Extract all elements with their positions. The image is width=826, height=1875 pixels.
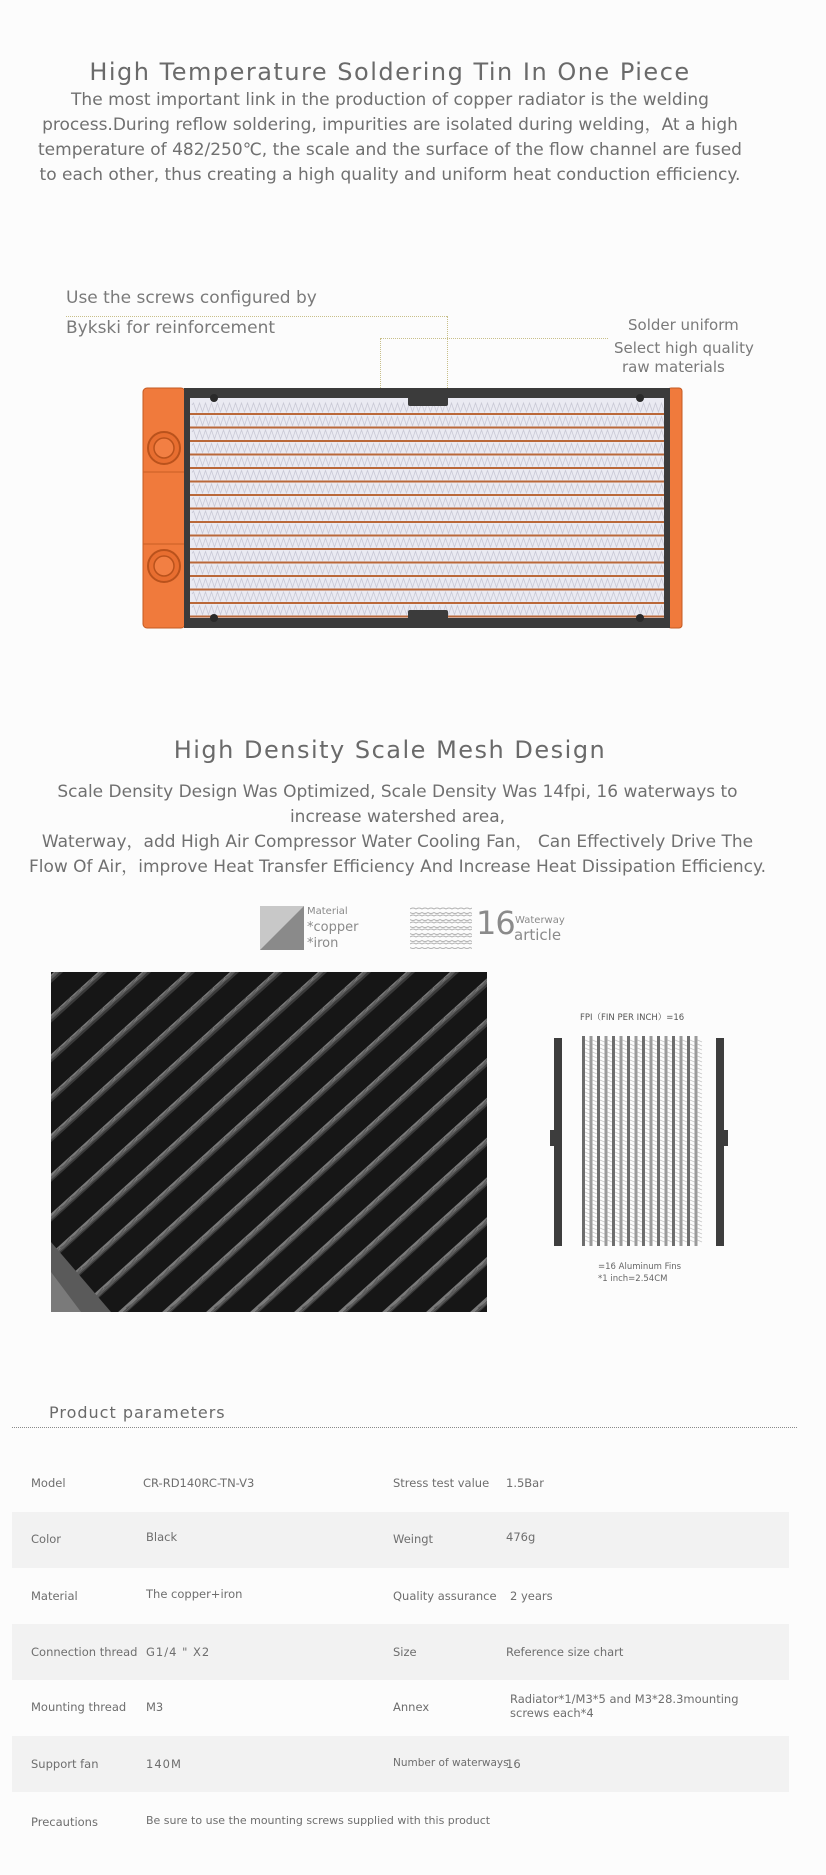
callout-quality-line2: raw materials	[622, 358, 725, 376]
callout-screws-leader	[66, 316, 447, 317]
description-line: The most important link in the production of copper radiator is the welding	[71, 90, 709, 110]
soldering-description	[20, 88, 760, 188]
water-tube	[190, 494, 666, 496]
parameter-label: Number of waterways	[393, 1757, 509, 1769]
mesh-description	[20, 780, 775, 880]
parameter-label: Stress test value	[393, 1476, 490, 1490]
parameter-row-model	[12, 1456, 789, 1512]
water-tube	[190, 454, 666, 456]
water-tube	[190, 508, 666, 510]
parameter-value: 140M	[146, 1757, 182, 1771]
material-copper: *copper	[307, 920, 359, 935]
waterway-wave-icon	[410, 906, 472, 952]
parameters-heading: Product parameters	[49, 1403, 226, 1422]
description-line: Scale Density Design Was Optimized, Scale Density Was 14fpi, 16 waterways to	[57, 782, 738, 802]
callout-solder: Solder uniform	[628, 316, 739, 334]
parameter-label: Material	[31, 1589, 78, 1603]
parameter-label: Annex	[393, 1700, 430, 1714]
section-title-soldering: High Temperature Soldering Tin In One Piece	[89, 58, 691, 86]
fin-note-count: =16 Aluminum Fins	[598, 1262, 682, 1272]
description-line: Flow Of Air，improve Heat Transfer Efficiency And Increase Heat Dissipation Efficiency.	[28, 857, 767, 877]
parameter-label: Support fan	[31, 1757, 99, 1771]
fpi-diagram	[548, 1030, 738, 1255]
radiator-illustration	[140, 380, 690, 640]
water-tube	[190, 440, 666, 442]
water-tube	[190, 467, 666, 469]
parameter-label: Mounting thread	[31, 1700, 127, 1714]
material-iron: *iron	[307, 936, 339, 951]
parameter-row-connection	[12, 1624, 789, 1680]
mounting-tab	[408, 610, 448, 620]
waterway-count: 16	[476, 904, 515, 942]
water-tube	[190, 521, 666, 523]
parameter-row-material	[12, 1568, 789, 1624]
parameter-label: Connection thread	[31, 1645, 138, 1659]
parameter-value: 1.5Bar	[506, 1476, 544, 1490]
parameter-value: Be sure to use the mounting screws supplied with this product	[146, 1814, 491, 1827]
parameter-value: 2 years	[510, 1589, 553, 1603]
material-swatch-icon	[260, 906, 304, 950]
parameter-value: Black	[146, 1530, 178, 1544]
parameter-value: The copper+iron	[146, 1587, 243, 1601]
section-title-mesh: High Density Scale Mesh Design	[173, 736, 607, 764]
water-tube	[190, 427, 666, 429]
parameter-label: Model	[31, 1476, 66, 1490]
callout-quality-leader	[380, 338, 608, 339]
radiator-end-tank	[143, 388, 185, 628]
description-line: process.During reflow soldering, impurities are isolated during welding，At a high	[42, 115, 738, 135]
parameter-value: CR-RD140RC-TN-V3	[143, 1476, 255, 1490]
fin-closeup-photo	[51, 972, 487, 1312]
parameter-label: Color	[31, 1532, 62, 1546]
callout-screws-line2: Bykski for reinforcement	[66, 318, 276, 338]
parameter-value: Reference size chart	[506, 1645, 624, 1659]
parameters-divider	[12, 1427, 797, 1428]
parameter-value: M3	[146, 1700, 164, 1714]
fin-note-inch: *1 inch=2.54CM	[598, 1274, 668, 1284]
parameter-row-color	[12, 1512, 789, 1568]
parameter-value: 16	[506, 1757, 521, 1771]
description-line: Waterway，add High Air Compressor Water Cooling Fan， Can Effectively Drive The	[41, 832, 754, 852]
parameter-label: Quality assurance	[393, 1589, 497, 1603]
material-label: Material	[307, 906, 348, 917]
waterway-label: Waterway	[515, 915, 565, 926]
inlet-port-icon	[148, 432, 180, 464]
callout-quality-line1: Select high quality	[614, 339, 754, 357]
parameter-value: Radiator*1/M3*5 and M3*28.3mounting screws each*4	[510, 1692, 739, 1720]
callout-screws-line1: Use the screws configured by	[66, 288, 317, 308]
parameter-row-mounting	[12, 1680, 789, 1736]
water-tube	[190, 602, 666, 604]
description-line: to each other, thus creating a high quality and uniform heat conduction efficiency.	[39, 165, 741, 185]
water-tube	[190, 575, 666, 577]
water-tube	[190, 481, 666, 483]
water-tube	[190, 548, 666, 550]
waterway-word: article	[514, 926, 562, 944]
parameter-label: Precautions	[31, 1815, 98, 1829]
parameter-row-precautions	[12, 1792, 789, 1848]
mounting-tab	[408, 396, 448, 406]
parameter-label: Weingt	[393, 1532, 434, 1546]
fpi-caption: FPI（FIN PER INCH）=16	[580, 1013, 685, 1023]
outlet-port-icon	[148, 550, 180, 582]
radiator-end-cap	[668, 388, 682, 628]
description-line: increase watershed area,	[289, 807, 506, 827]
water-tube	[190, 589, 666, 591]
parameter-value: G1/4 " X2	[146, 1645, 211, 1659]
parameter-label: Size	[393, 1645, 417, 1659]
parameter-row-fan	[12, 1736, 789, 1792]
water-tube	[190, 535, 666, 537]
water-tube	[190, 562, 666, 564]
description-line: temperature of 482/250℃, the scale and the surface of the flow channel are fused	[38, 140, 742, 160]
parameter-value: 476g	[506, 1530, 536, 1544]
water-tube	[190, 413, 666, 415]
